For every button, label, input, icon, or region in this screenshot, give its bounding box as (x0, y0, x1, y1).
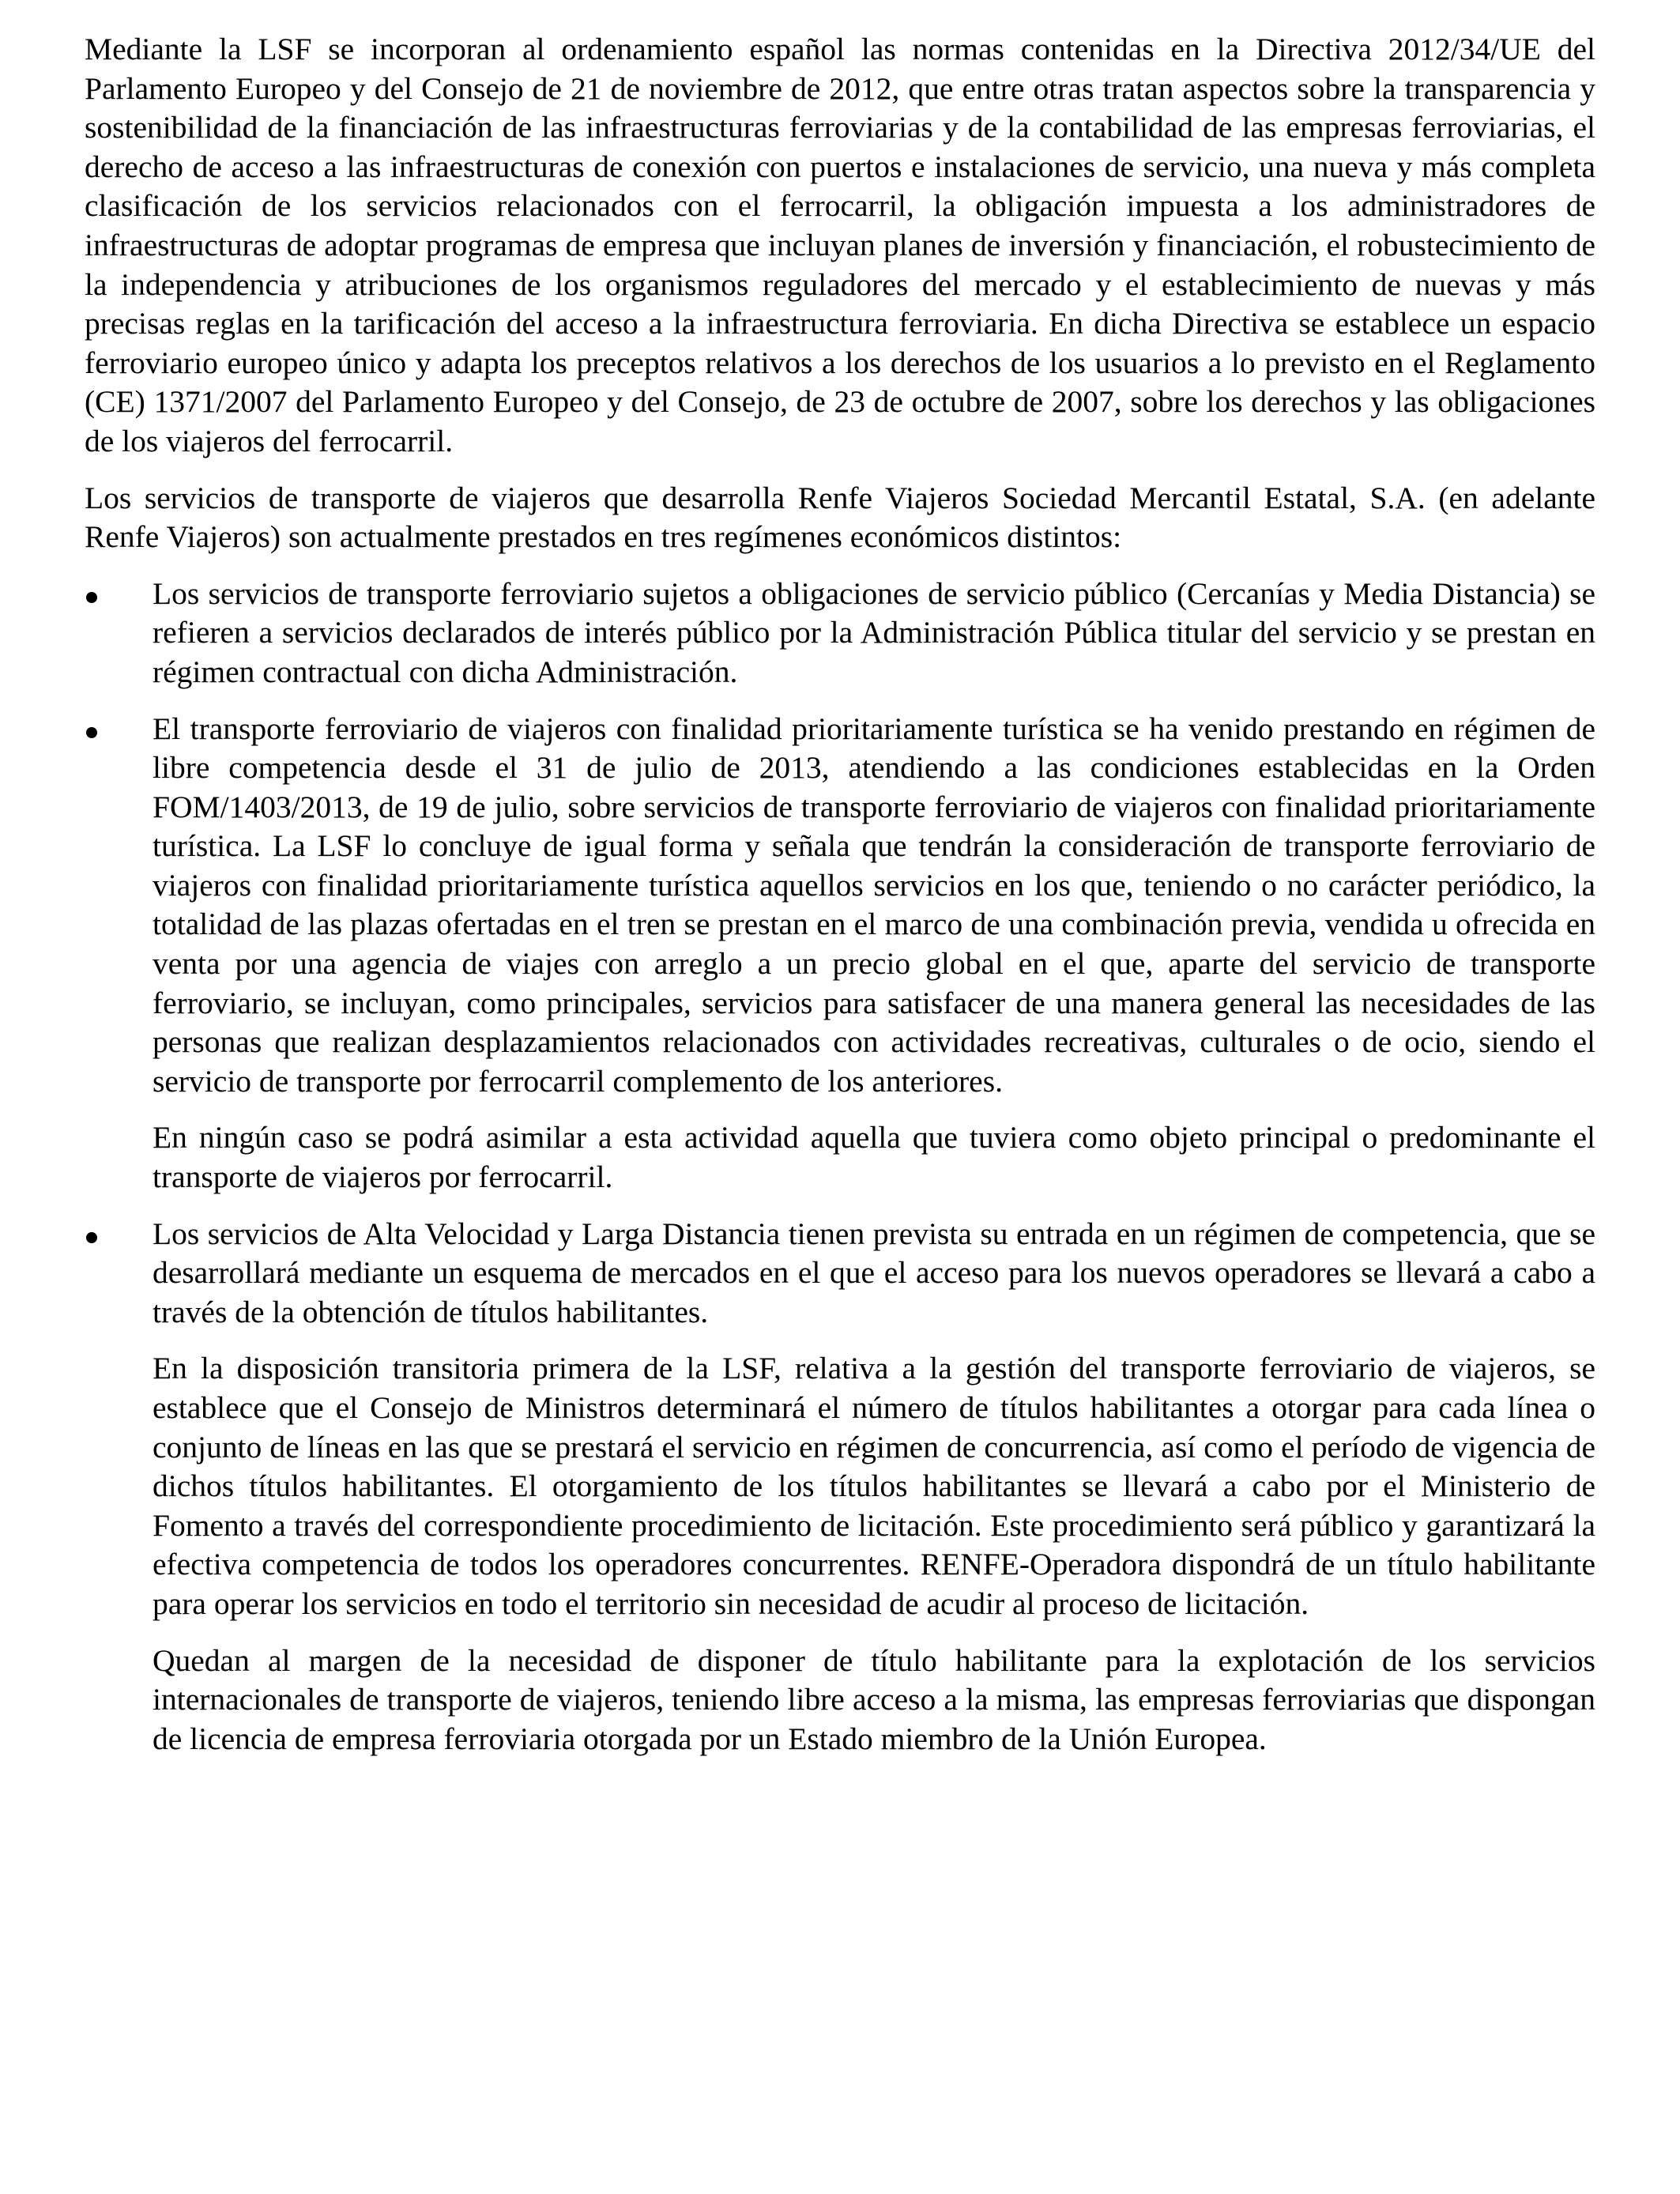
bullet-text: Los servicios de transporte ferroviario sujetos a obligaciones de servicio público (Cercanías y Media Distancia) se refieren a servicios declarados de interés público por la Administración Pública titular del servicio y se prestan en régimen contractual con dicha Administración. (153, 575, 1595, 689)
regimes-bullet-list (85, 575, 1595, 1333)
list-item (85, 575, 1595, 692)
bullet-icon (86, 592, 97, 603)
document-page (85, 30, 1595, 1776)
services-paragraph: Los servicios de transporte de viajeros que desarrolla Renfe Viajeros Sociedad Mercantil Estatal, S.A. (en adelante Renfe Viajeros) son actualmente prestados en tres regímenes económicos distintos: (85, 480, 1595, 555)
international-paragraph: Quedan al margen de la necesidad de disponer de título habilitante para la explotación de los servicios internacionales de transporte de viajeros, teniendo libre acceso a la misma, las empresas ferroviarias que dispongan de licencia de empresa ferroviaria otorgada por un Estado miembro de la Unión Europea. (153, 1642, 1595, 1756)
list-item (85, 1215, 1595, 1333)
list-item (85, 710, 1595, 1197)
transitional-paragraph: En la disposición transitoria primera de la LSF, relativa a la gestión del transporte ferroviario de viajeros, se establece que el Consejo de Ministros determinará el número de títulos habilitantes a otorgar para cada línea o conjunto de líneas en las que se prestará el servicio en régimen de concurrencia, así como el período de vigencia de dichos títulos habilitantes. El otorgamiento de los títulos habilitantes se llevará a cabo por el Ministerio de Fomento a través del correspondiente procedimiento de licitación. Este procedimiento será público y garantizará la efectiva competencia de todos los operadores concurrentes. RENFE-Operadora dispondrá de un título habilitante para operar los servicios en todo el territorio sin necesidad de acudir al proceso de licitación. (153, 1351, 1595, 1621)
bullet-icon (86, 727, 97, 738)
bullet-text: El transporte ferroviario de viajeros con finalidad prioritariamente turística se ha venido prestando en régimen de libre competencia desde el 31 de julio de 2013, atendiendo a las condiciones establecidas en la Orden FOM/1403/2013, de 19 de julio, sobre servicios de transporte ferroviario de viajeros con finalidad prioritariamente turística. La LSF lo concluye de igual forma y señala que tendrán la consideración de transporte ferroviario de viajeros con finalidad prioritariamente turística aquellos servicios en los que, teniendo o no carácter periódico, la totalidad de las plazas ofertadas en el tren se prestan en el marco de una combinación previa, vendida u ofrecida en venta por una agencia de viajes con arreglo a un precio global en el que, aparte del servicio de transporte ferroviario, se incluyan, como principales, servicios para satisfacer de una manera general las necesidades de las personas que realizan desplazamientos relacionados con actividades recreativas, culturales o de ocio, siendo el servicio de transporte por ferrocarril complemento de los anteriores. (153, 711, 1595, 1099)
intro-paragraph: Mediante la LSF se incorporan al ordenamiento español las normas contenidas en la Directiva 2012/34/UE del Parlamento Europeo y del Consejo de 21 de noviembre de 2012, que entre otras tratan aspectos sobre la transparencia y sostenibilidad de la financiación de las infraestructuras ferroviarias y de la contabilidad de las empresas ferroviarias, el derecho de acceso a las infraestructuras de conexión con puertos e instalaciones de servicio, una nueva y más completa clasificación de los servicios relacionados con el ferrocarril, la obligación impuesta a los administradores de infraestructuras de adoptar programas de empresa que incluyan planes de inversión y financiación, el robustecimiento de la independencia y atribuciones de los organismos reguladores del mercado y el establecimiento de nuevas y más precisas reglas en la tarificación del acceso a la infraestructura ferroviaria. En dicha Directiva se establece un espacio ferroviario europeo único y adapta los preceptos relativos a los derechos de los usuarios a lo previsto en el Reglamento (CE) 1371/2007 del Parlamento Europeo y del Consejo, de 23 de octubre de 2007, sobre los derechos y las obligaciones de los viajeros del ferrocarril. (85, 32, 1595, 458)
bullet-text: Los servicios de Alta Velocidad y Larga Distancia tienen prevista su entrada en un régimen de competencia, que se desarrollará mediante un esquema de mercados en el que el acceso para los nuevos operadores se llevará a cabo a través de la obtención de títulos habilitantes. (153, 1216, 1595, 1329)
bullet-icon (86, 1232, 97, 1243)
bullet-sub-paragraph: En ningún caso se podrá asimilar a esta actividad aquella que tuviera como objeto principal o predominante el transporte de viajeros por ferrocarril. (153, 1120, 1595, 1195)
